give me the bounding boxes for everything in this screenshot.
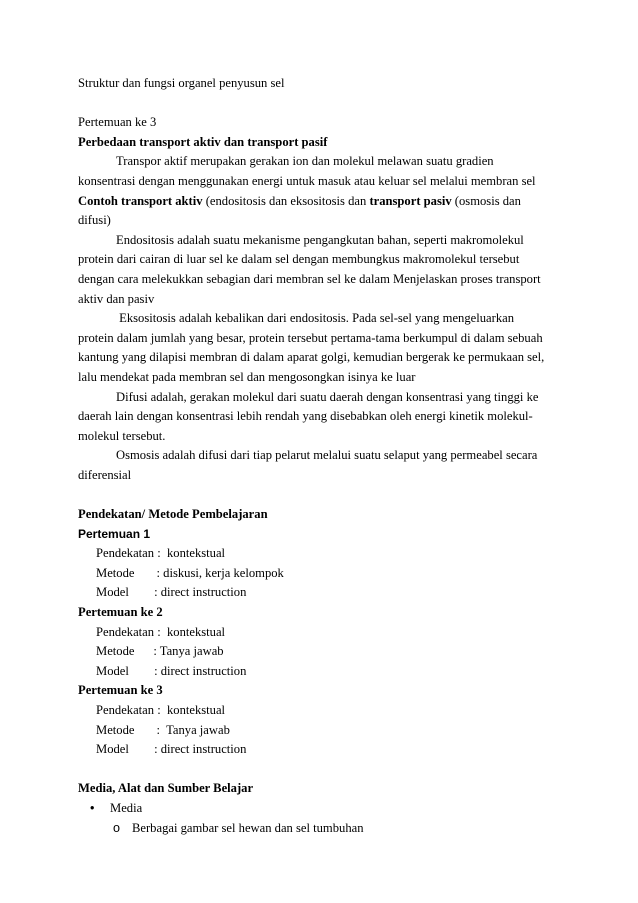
paragraph-line: Transpor aktif merupakan gerakan ion dan molekul melawan suatu gradien bbox=[116, 154, 494, 169]
paragraph-line: Eksositosis adalah kebalikan dari endositosis. Pada sel-sel yang mengeluarkan bbox=[116, 311, 515, 326]
document-title: Struktur dan fungsi organel penyusun sel bbox=[78, 76, 285, 90]
paragraph-line: Osmosis adalah difusi dari tiap pelarut melalui suatu selaput yang permeabel secara bbox=[116, 448, 538, 463]
meeting-label: Pertemuan ke 3 bbox=[78, 115, 157, 130]
method-row: Model : direct instruction bbox=[96, 663, 247, 678]
spacer bbox=[78, 760, 568, 780]
bullet-item-media bbox=[78, 799, 568, 819]
meeting-heading: Pertemuan ke 3 bbox=[78, 683, 163, 698]
section-heading-media: Media, Alat dan Sumber Belajar bbox=[78, 781, 254, 796]
spacer bbox=[78, 485, 568, 505]
document-page bbox=[78, 74, 568, 838]
bullet-label: Media bbox=[110, 800, 143, 815]
method-row: Pendekatan : kontekstual bbox=[96, 546, 226, 561]
paragraph-line: dengan cara melekukkan sebagian dari membran sel ke dalam Menjelaskan proses transport bbox=[78, 271, 541, 286]
paragraph-line: protein dalam jumlah yang besar, protein tersebut pertama-tama berkumpul di dalam sebuah bbox=[78, 330, 543, 345]
method-row: Pendekatan : kontekstual bbox=[96, 703, 226, 717]
examples-text: (osmosis dan bbox=[451, 193, 521, 208]
circle-bullet-icon: o bbox=[113, 820, 121, 835]
spacer bbox=[78, 94, 568, 114]
section-heading-methods: Pendekatan/ Metode Pembelajaran bbox=[78, 507, 268, 522]
paragraph-line: konsentrasi dengan menggunakan energi untuk masuk atau keluar sel melalui membran sel bbox=[78, 173, 536, 188]
meeting-heading: Pertemuan ke 2 bbox=[78, 605, 163, 620]
meeting-heading: Pertemuan 1 bbox=[78, 526, 151, 541]
paragraph-line: kantung yang dilapisi membran di dalam aparat golgi, kemudian bergerak ke permukaan sel, bbox=[78, 350, 545, 365]
method-row: Metode : diskusi, kerja kelompok bbox=[96, 565, 284, 580]
method-row: Metode : Tanya jawab bbox=[96, 644, 224, 659]
paragraph-line: diferensial bbox=[78, 467, 132, 482]
paragraph-line: Difusi adalah, gerakan molekul dari suatu daerah dengan konsentrasi yang tinggi ke bbox=[116, 389, 539, 404]
paragraph-line: molekul tersebut. bbox=[78, 428, 166, 443]
method-row: Model : direct instruction bbox=[96, 742, 247, 757]
examples-bold-passive: transport pasiv bbox=[369, 193, 452, 208]
bullet-icon: • bbox=[90, 800, 95, 815]
method-row: Model : direct instruction bbox=[96, 585, 247, 600]
paragraph-line: Endositosis adalah suatu mekanisme pengangkutan bahan, seperti makromolekul bbox=[116, 232, 524, 247]
sub-bullet-item bbox=[78, 819, 568, 839]
examples-line bbox=[78, 192, 568, 212]
paragraph-line: daerah lain dengan konsentrasi lebih rendah yang disebabkan oleh energi kinetik molekul- bbox=[78, 409, 533, 424]
paragraph-line: protein dari cairan di luar sel ke dalam sel dengan membungkus makromolekul tersebut bbox=[78, 252, 520, 267]
section-heading-transport: Perbedaan transport aktiv dan transport pasif bbox=[78, 134, 328, 149]
method-row: Pendekatan : kontekstual bbox=[96, 624, 226, 639]
method-row: Metode : Tanya jawab bbox=[96, 722, 230, 737]
examples-line: difusi) bbox=[78, 213, 111, 228]
paragraph-line: lalu mendekat pada membran sel dan mengosongkan isinya ke luar bbox=[78, 369, 416, 384]
sub-bullet-label: Berbagai gambar sel hewan dan sel tumbuhan bbox=[132, 820, 364, 835]
examples-text: (endositosis dan eksositosis dan bbox=[202, 193, 370, 208]
paragraph-line: aktiv dan pasiv bbox=[78, 291, 155, 306]
examples-bold-active: Contoh transport aktiv bbox=[78, 193, 203, 208]
